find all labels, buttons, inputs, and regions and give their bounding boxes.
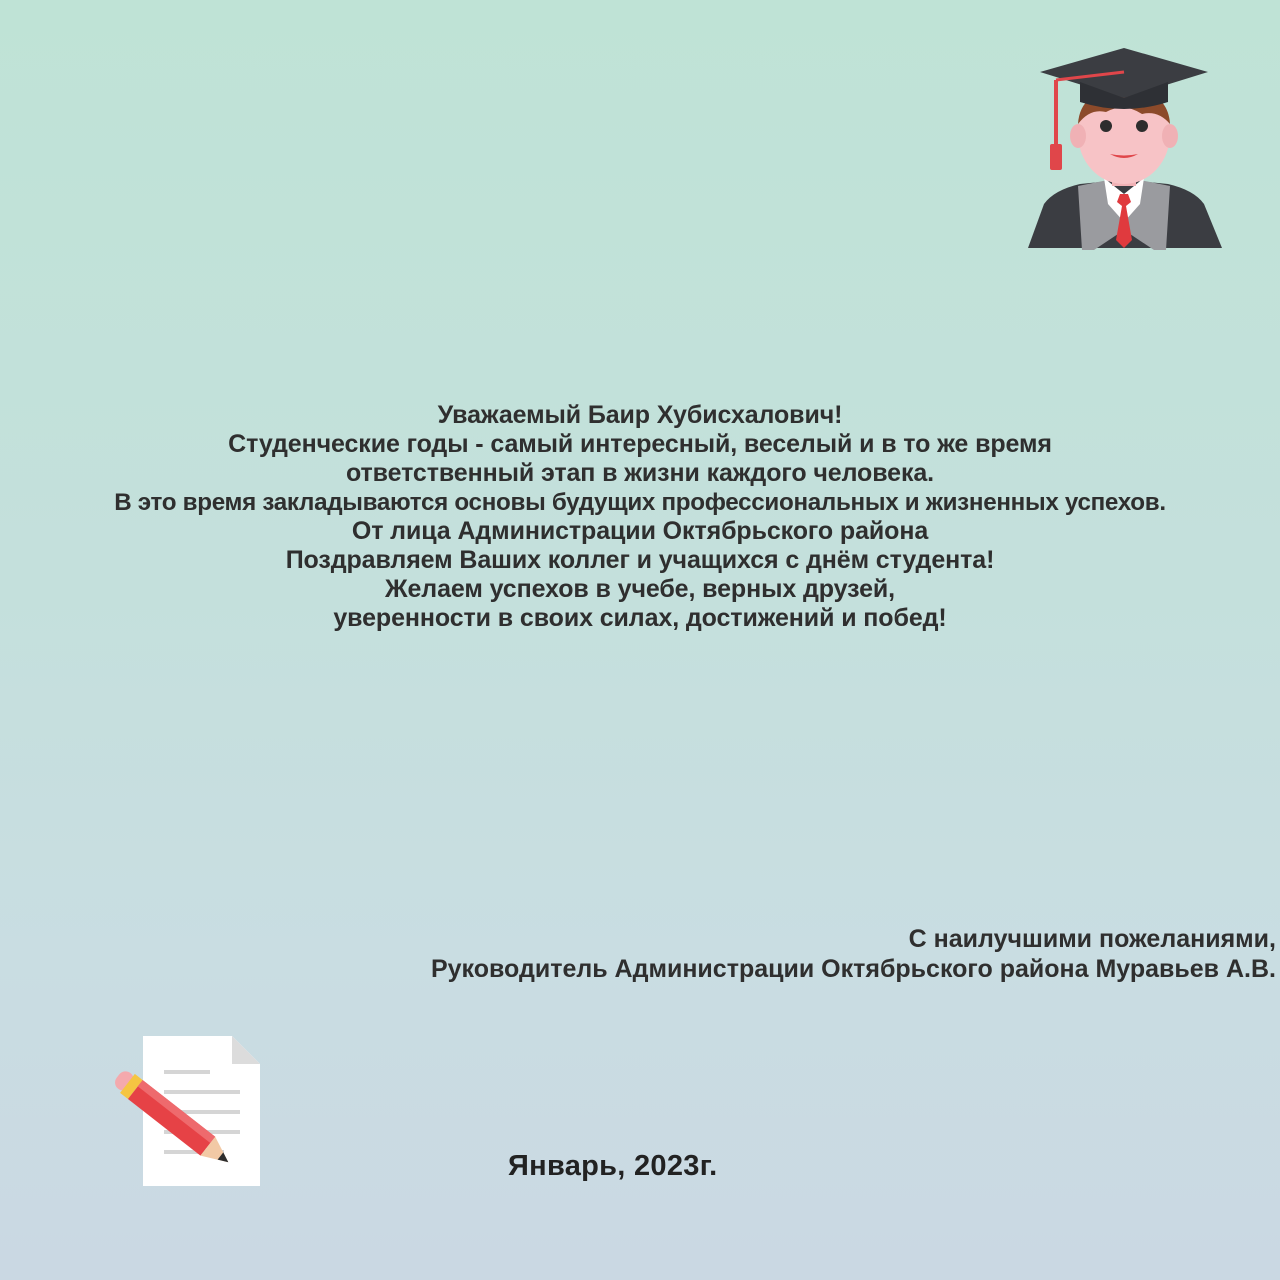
signature-block [431, 924, 1276, 984]
greeting-line: От лица Администрации Октябрьского района [351, 517, 929, 545]
greeting-line-salutation: Уважаемый Баир Хубисхалович! [437, 401, 843, 429]
greeting-line: Поздравляем Ваших коллег и учащихся с днём студента! [285, 546, 995, 574]
graduate-student-icon [1024, 44, 1224, 250]
greeting-line: ответственный этап в жизни каждого человека. [345, 459, 935, 487]
greeting-message [0, 401, 1280, 633]
signature-author: Руководитель Администрации Октябрьского района Муравьев А.В. [430, 955, 1276, 983]
date-label: Январь, 2023г. [508, 1150, 718, 1182]
signature-closing: С наилучшими пожеланиями, [908, 925, 1276, 953]
greeting-line: Студенческие годы - самый интересный, веселый и в то же время [228, 430, 1052, 458]
document-pencil-icon [100, 1034, 265, 1189]
greeting-line: В это время закладываются основы будущих профессиональных и жизненных успехов. [114, 489, 1166, 516]
greeting-line: Желаем успехов в учебе, верных друзей, [385, 575, 895, 603]
greeting-line: уверенности в своих силах, достижений и побед! [333, 604, 947, 632]
